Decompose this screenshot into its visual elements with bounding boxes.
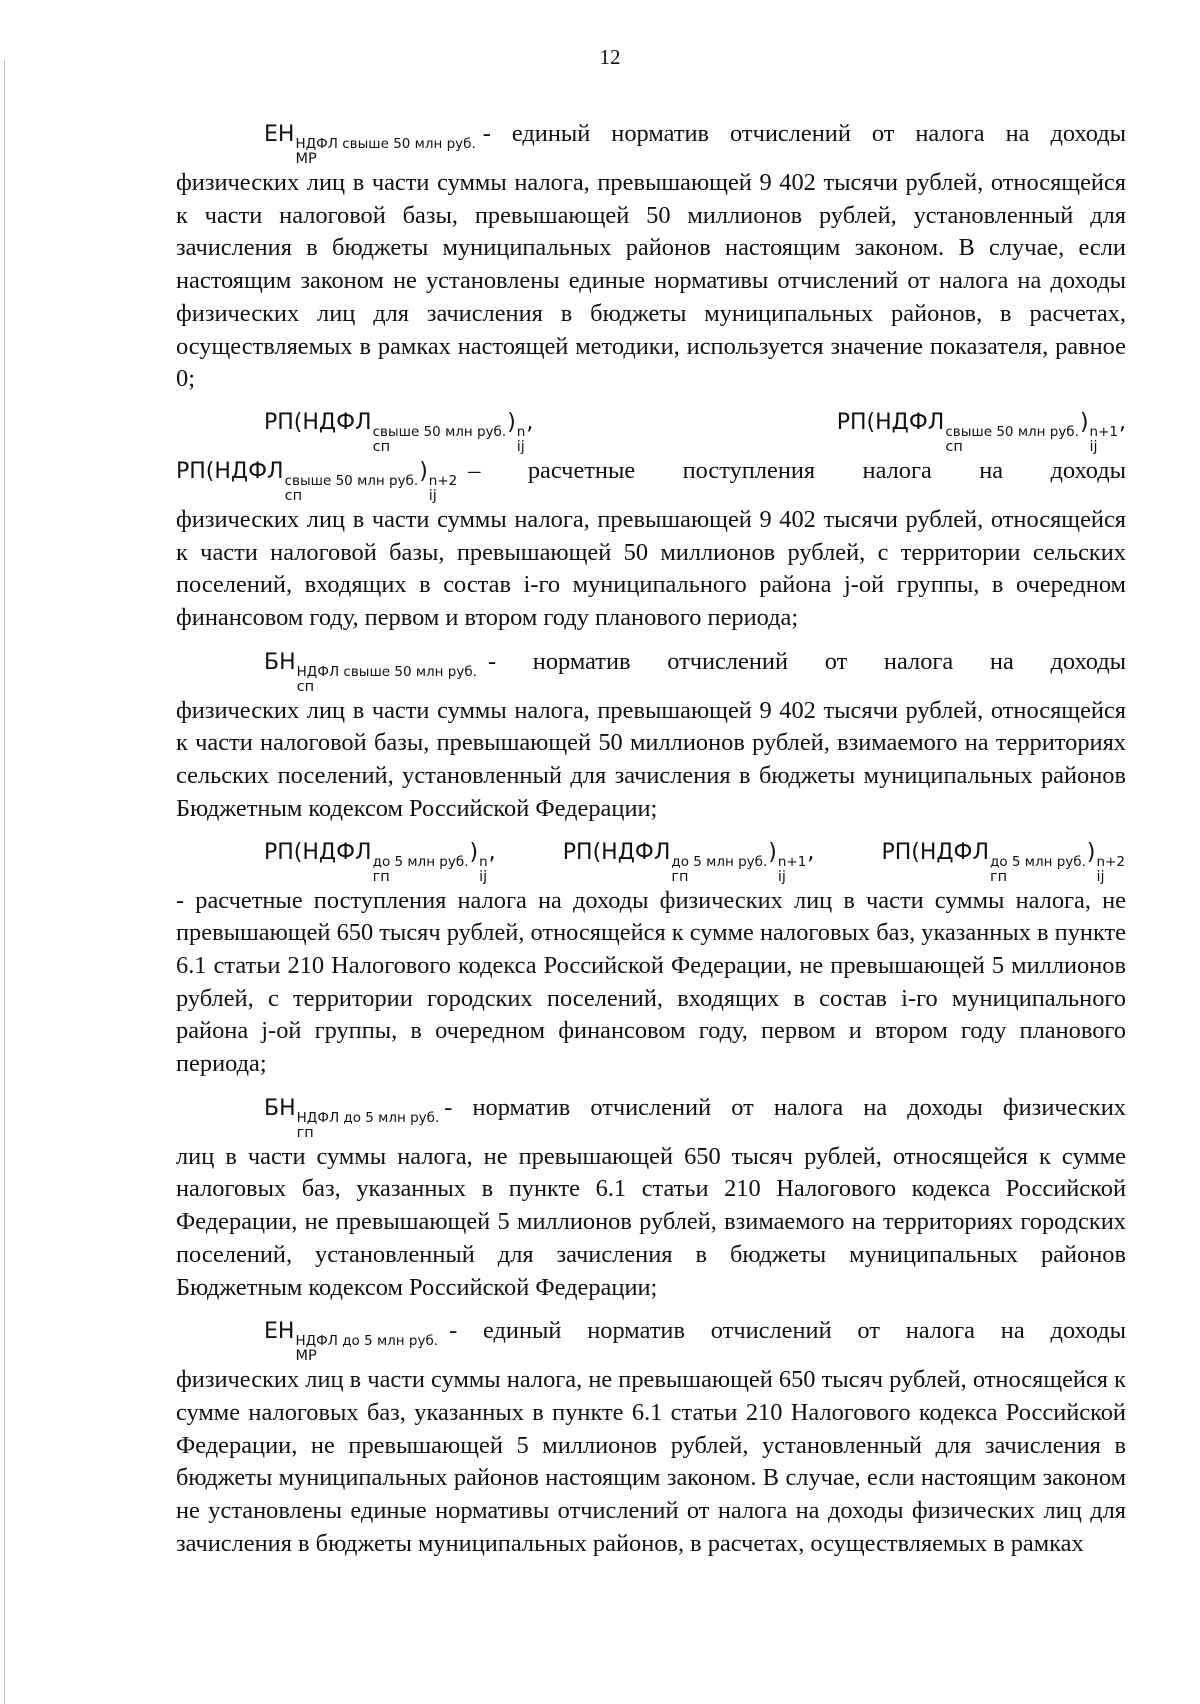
definition-rp-sp — [176, 455, 1126, 635]
definition-text: физических лиц в части суммы налога, превышающей 9 402 тысячи рублей, относящейся к части налоговой базы, превышающей 50 миллионов рублей, установленный для зачисления в бюджеты муниципальных районов настоящим законом. В случае, если настоящим законом не установлены единые нормативы отчислений от налога на доходы физических лиц для зачисления в бюджеты муниципальных районов, в расчетах, осуществляемых в рамках настоящей методики, используется значение показателя, равное 0; — [176, 169, 1126, 393]
definition-en-mr-above-50 — [176, 118, 1126, 396]
definition-text: физических лиц в части суммы налога, превышающей 9 402 тысячи рублей, относящейся к части налоговой базы, превышающей 50 миллионов рублей, взимаемого на территориях сельских поселений, установленный для зачисления в бюджеты муниципальных районов Бюджетным кодексом Российской Федерации; — [176, 696, 1126, 822]
definition-text-line: - норматив отчислений от налога на доходы — [487, 647, 1126, 675]
definition-text: физических лиц в части суммы налога, не превышающей 650 тысяч рублей, относящейся к сумме налоговых баз, указанных в пункте 6.1 статьи 210 Налогового кодекса Российской Федерации, не превышающей 5 миллионов рублей, установленный для зачисления в бюджеты муниципальных районов настоящим законом. В случае, если настоящим законом не установлены единые нормативы отчислений от налога на доходы физических лиц для зачисления в бюджеты муниципальных районов, в расчетах, осуществляемых в рамках — [176, 1366, 1126, 1557]
formula-en-mr-upto-5: ЕН НДФЛ до 5 млн руб. МР — [264, 1319, 439, 1365]
formula-row-rp-gp — [176, 837, 1126, 885]
definition-bn-gp-upto-5 — [176, 1092, 1126, 1305]
formula-rp-gp-n: РП(НДФЛ до 5 млн руб. гп ) n ij , — [264, 839, 496, 885]
definition-text-line: - норматив отчислений от налога на доходы физических — [444, 1093, 1126, 1121]
formula-bn-gp-upto-5: БН НДФЛ до 5 млн руб. гп — [264, 1095, 440, 1141]
definition-bn-sp-above-50 — [176, 646, 1126, 826]
definition-text-line: – расчетные поступления налога на доходы — [468, 456, 1126, 484]
formula-rp-gp-n2: РП(НДФЛ до 5 млн руб. гп ) n+2 ij — [881, 839, 1125, 885]
formula-bn-sp-above-50: БН НДФЛ свыше 50 млн руб. сп — [264, 649, 477, 695]
page-number: 12 — [599, 45, 621, 69]
formula-en-mr-above-50: ЕН НДФЛ свыше 50 млн руб. МР — [264, 122, 476, 167]
definition-en-mr-upto-5 — [176, 1315, 1126, 1560]
formula-rp-sp-n: РП(НДФЛ свыше 50 млн руб. сп ) n ij , — [264, 409, 534, 455]
definition-text: физических лиц в части суммы налога, превышающей 9 402 тысячи рублей, относящейся к части налоговой базы, превышающей 50 миллионов рублей, с территории сельских поселений, входящих в состав i-го муниципального района j-ой группы, в очередном финансовом году, первом и втором году планового периода; — [176, 505, 1126, 632]
formula-rp-sp-n2: РП(НДФЛ свыше 50 млн руб. сп ) n+2 ij — [176, 458, 458, 504]
formula-rp-sp-n1: РП(НДФЛ свыше 50 млн руб. сп ) n+1 ij , — [836, 409, 1126, 455]
definition-text-line: - единый норматив отчислений от налога на доходы — [482, 120, 1126, 147]
definition-text: лиц в части суммы налога, не превышающей 650 тысяч рублей, относящейся к сумме налоговых баз, указанных в пункте 6.1 статьи 210 Налогового кодекса Российской Федерации, не превышающей 5 миллионов рублей, взимаемого на территориях городских поселений, установленный для зачисления в бюджеты муниципальных районов Бюджетным кодексом Российской Федерации; — [176, 1142, 1126, 1301]
definition-text-line: - единый норматив отчислений от налога на доходы — [449, 1317, 1126, 1345]
definition-rp-gp: - расчетные поступления налога на доходы физических лиц в части суммы налога, не превышающей 650 тысяч рублей, относящейся к сумме налоговых баз, указанных в пункте 6.1 статьи 210 Налогового кодекса Российской Федерации, не превышающей 5 миллионов рублей, с территории городских поселений, входящих в состав i-го муниципального района j-ой группы, в очередном финансовом году, первом и втором году планового периода; — [176, 886, 1126, 1078]
document-body — [176, 118, 1126, 1561]
formula-rp-gp-n1: РП(НДФЛ до 5 млн руб. гп ) n+1 ij , — [562, 839, 815, 885]
formula-row-rp-sp — [176, 407, 1126, 455]
scan-edge-line — [4, 60, 5, 1704]
